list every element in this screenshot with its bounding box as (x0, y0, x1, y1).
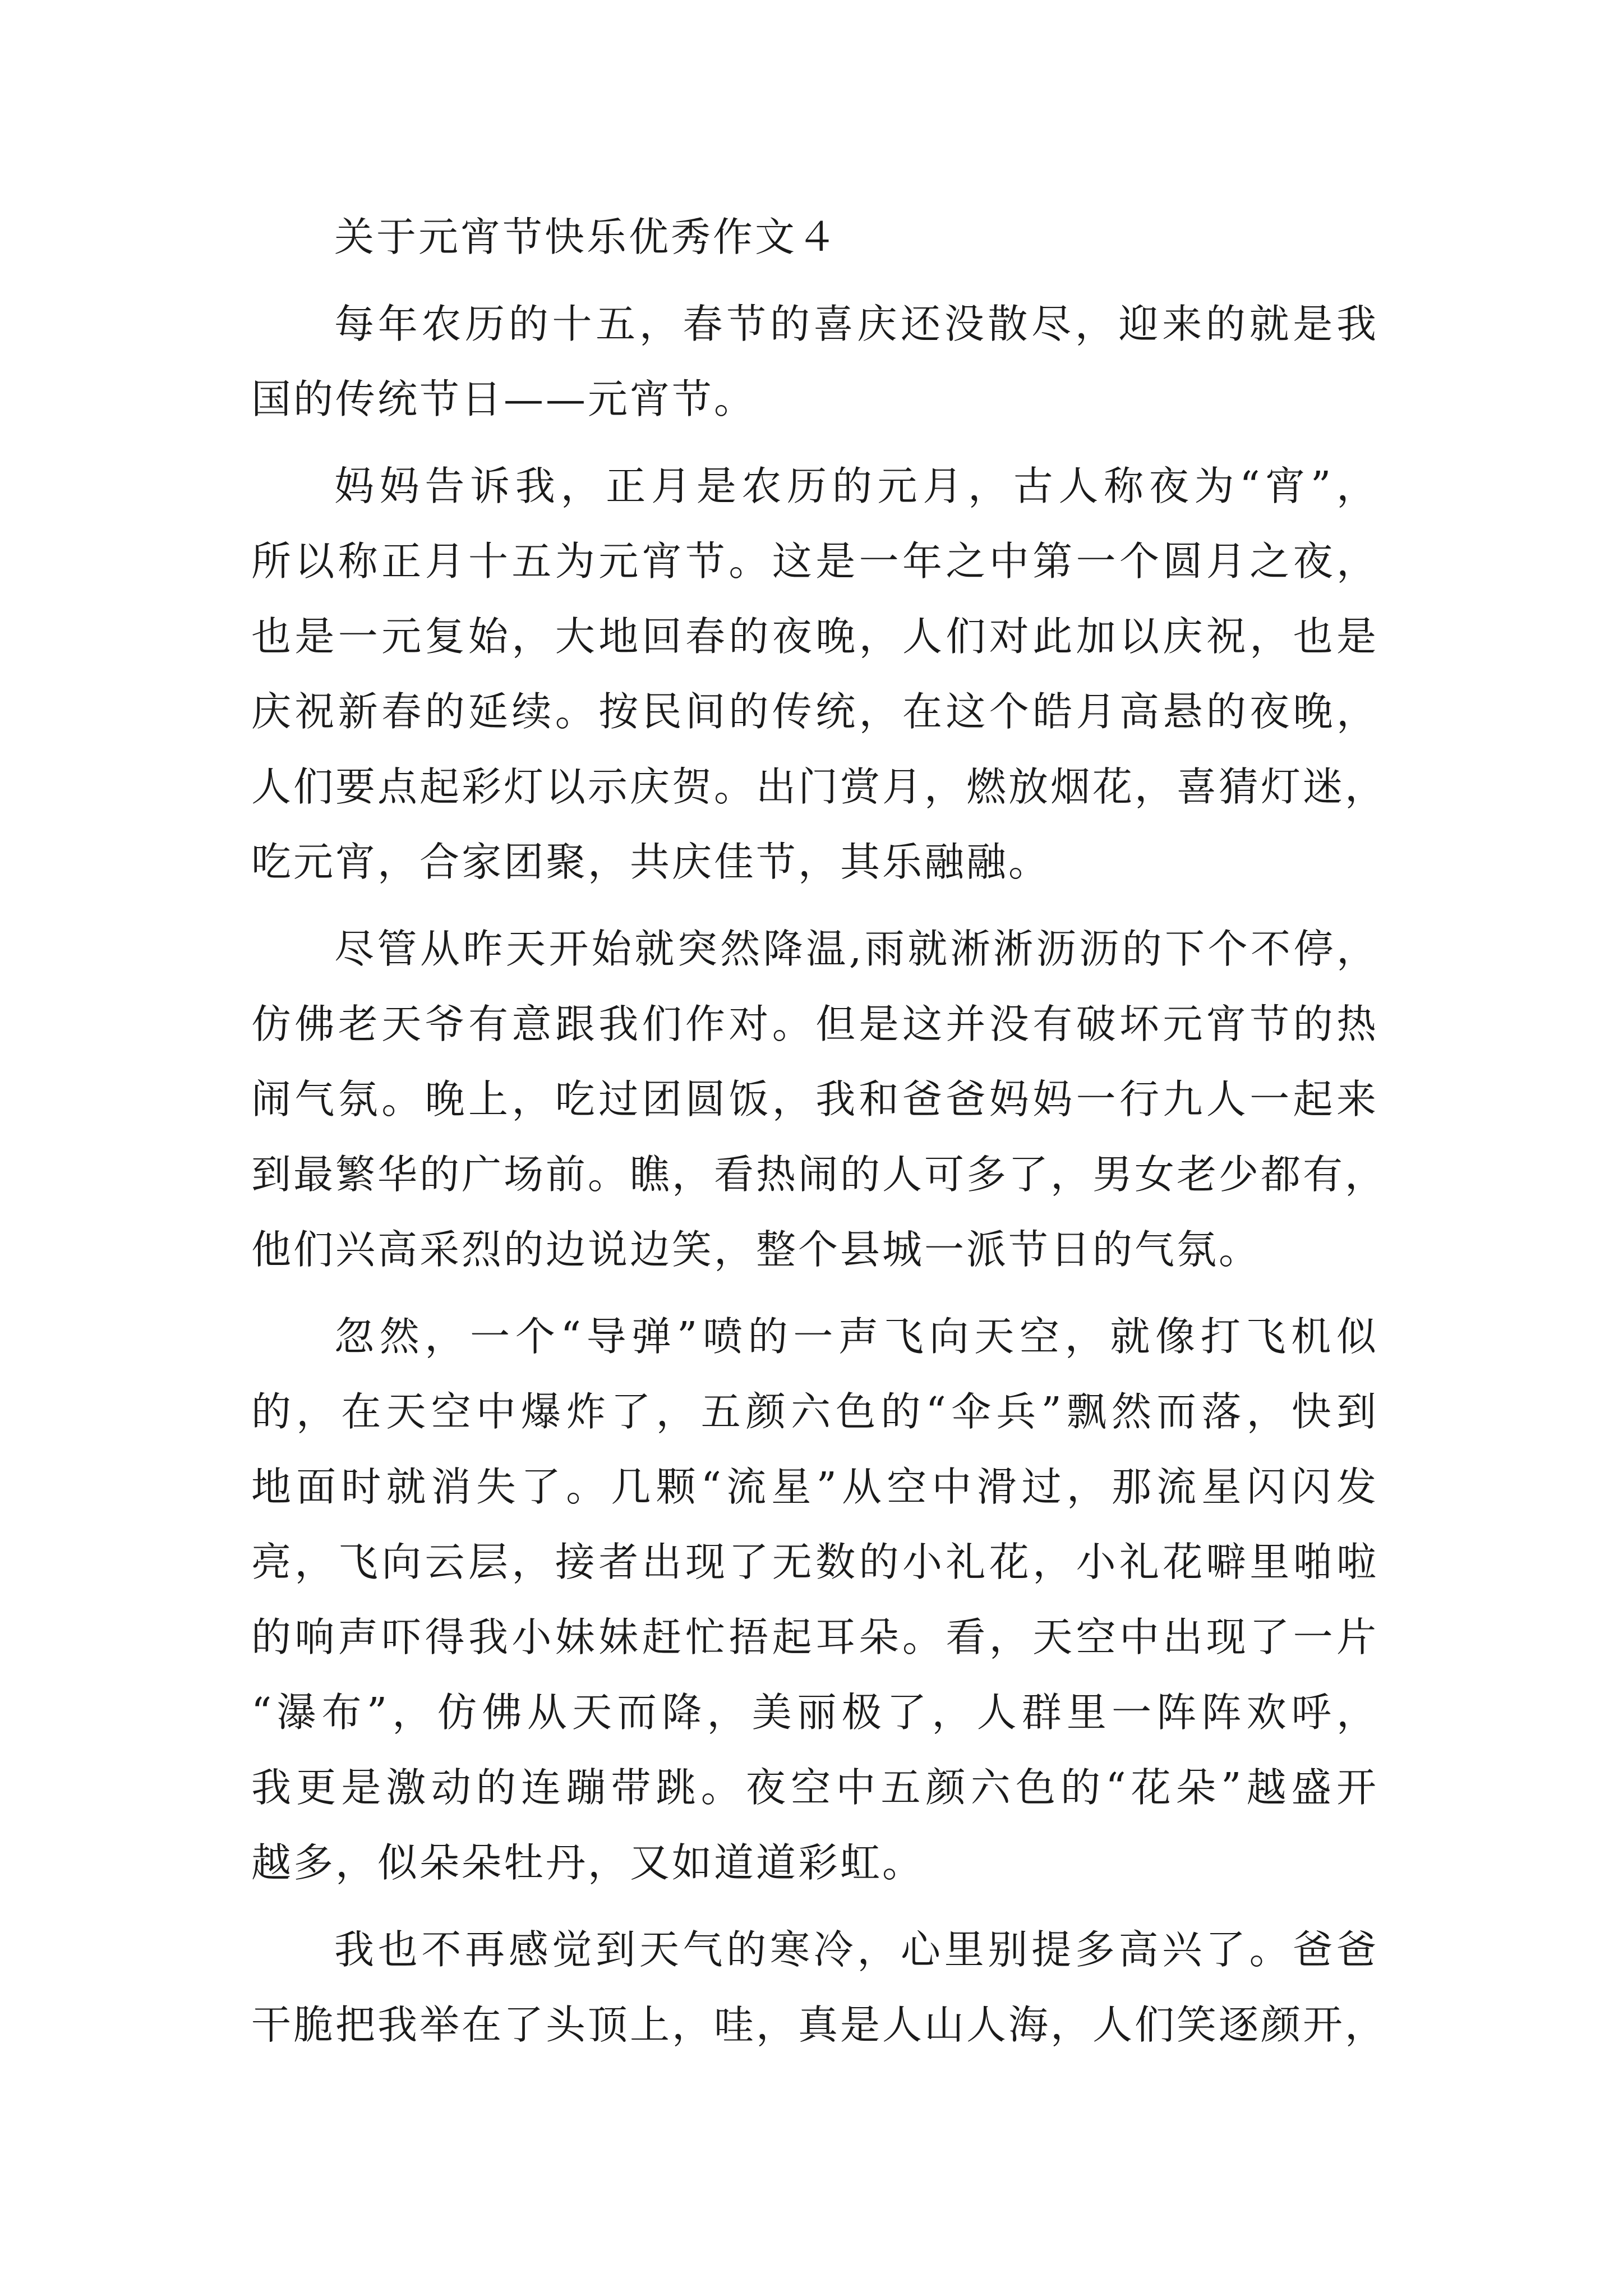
paragraph-1 (251, 275, 1378, 437)
text-line: 亮，飞向云层，接者出现了无数的小礼花，小礼花噼里啪啦 (251, 1539, 1378, 1585)
text-line: 国的传统节日——元宵节。 (251, 376, 757, 422)
text-line: 地面时就消失了。几颗“流星”从空中滑过，那流星闪闪发 (251, 1464, 1378, 1510)
text-line: 尽管从昨天开始就突然降温,雨就淅淅沥沥的下个不停， (334, 926, 1378, 972)
paragraph-2 (251, 437, 1387, 900)
text-line: “瀑布”，仿佛从天而降，美丽极了，人群里一阵阵欢呼， (251, 1689, 1378, 1736)
text-line: 每年农历的十五，春节的喜庆还没散尽，迎来的就是我 (334, 301, 1378, 347)
document-title: 关于元宵节快乐优秀作文４ (334, 214, 840, 260)
text-line: 妈妈告诉我，正月是农历的元月，古人称夜为“宵”， (334, 463, 1378, 509)
text-line: 我也不再感觉到天气的寒冷，心里别提多高兴了。爸爸 (334, 1926, 1378, 1973)
text-line: 庆祝新春的延续。按民间的传统，在这个皓月高悬的夜晚， (251, 688, 1378, 735)
text-line: 的响声吓得我小妹妹赶忙捂起耳朵。看，天空中出现了一片 (251, 1614, 1378, 1660)
text-line: 他们兴高采烈的边说边笑，整个县城一派节日的气氛。 (251, 1226, 1261, 1273)
text-line: 也是一元复始，大地回春的夜晚，人们对此加以庆祝，也是 (251, 613, 1378, 660)
paragraph-3 (251, 900, 1387, 1287)
text-line: 到最繁华的广场前。瞧，看热闹的人可多了，男女老少都有， (251, 1151, 1387, 1198)
text-line: 忽然，一个“导弹”喷的一声飞向天空，就像打飞机似 (334, 1313, 1378, 1360)
text-line: 干脆把我举在了头顶上，哇，真是人山人海，人们笑逐颜开， (251, 2001, 1387, 2048)
text-line: 越多，似朵朵牡丹，又如道道彩虹。 (251, 1839, 925, 1886)
text-line: 所以称正月十五为元宵节。这是一年之中第一个圆月之夜， (251, 538, 1378, 585)
text-line: 仿佛老天爷有意跟我们作对。但是这并没有破坏元宵节的热 (251, 1001, 1378, 1047)
text-line: 人们要点起彩灯以示庆贺。出门赏月，燃放烟花，喜猜灯迷， (251, 763, 1387, 810)
text-line: 闹气氛。晚上，吃过团圆饭，我和爸爸妈妈一行九人一起来 (251, 1076, 1378, 1122)
document-body (251, 200, 1387, 2063)
paragraph-5 (251, 1901, 1387, 2063)
text-line: 我更是激动的连蹦带跳。夜空中五颜六色的“花朵”越盛开 (251, 1764, 1378, 1811)
text-line: 的，在天空中爆炸了，五颜六色的“伞兵”飘然而落，快到 (251, 1388, 1378, 1435)
text-line: 吃元宵，合家团聚，共庆佳节，其乐融融。 (251, 839, 1051, 885)
paragraph-4 (251, 1287, 1378, 1901)
